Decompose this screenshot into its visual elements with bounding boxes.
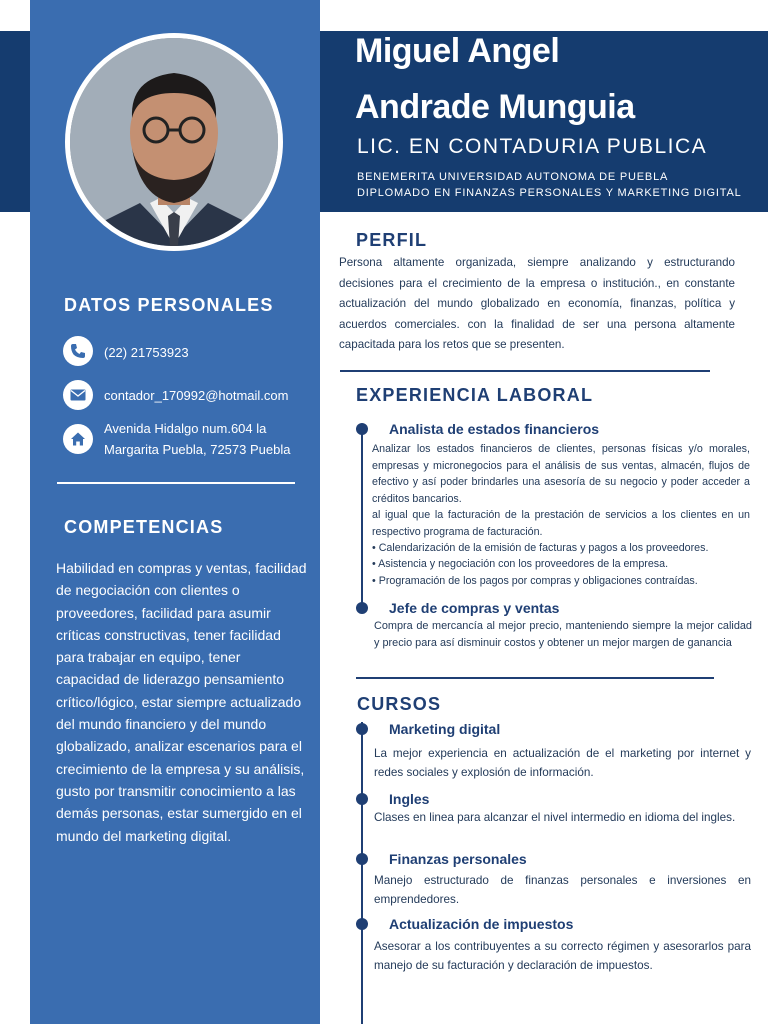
job-bullet: • Calendarización de la emisión de facturas y pagos a los proveedores. (372, 542, 709, 554)
job-description-extra: al igual que la facturación de la prestación de servicios a los clientes en un respectivo programa de facturación. (372, 509, 750, 538)
experience-divider (356, 677, 714, 679)
course-title: Finanzas personales (389, 851, 527, 867)
timeline-dot (356, 423, 368, 435)
name-first: Miguel Angel (355, 32, 560, 70)
email-address: contador_170992@hotmail.com (104, 388, 289, 403)
timeline-dot (356, 793, 368, 805)
profile-photo (65, 33, 283, 251)
job-bullet: • Programación de los pagos por compras y obligaciones contraídas. (372, 575, 698, 587)
personal-data-heading: DATOS PERSONALES (64, 295, 274, 315)
course-description: La mejor experiencia en actualización de el marketing por internet y redes sociales y explosión de información. (374, 747, 751, 779)
competencies-heading: COMPETENCIAS (64, 517, 224, 537)
job-description: Analizar los estados financieros de clientes, personas físicas y/o morales, empresas y micronegocios para el análisis de sus ventas, almacén, flujos de efectivo y así poder brindarles una asesoría de su negocio y poder acceder a créditos bancarios. (372, 443, 750, 505)
timeline-dot (356, 853, 368, 865)
course-description: Asesorar a los contribuyentes a su correcto régimen y asesorarlos para manejo de su facturación y declaración de impuestos. (374, 940, 751, 972)
profile-heading: PERFIL (356, 230, 428, 250)
job-title: Jefe de compras y ventas (389, 600, 560, 616)
course-title: Actualización de impuestos (389, 916, 574, 932)
courses-timeline (361, 722, 363, 1024)
degree-title: LIC. EN CONTADURIA PUBLICA (357, 135, 708, 158)
course-description: Clases en linea para alcanzar el nivel intermedio en idioma del ingles. (374, 811, 736, 824)
home-icon (63, 424, 93, 454)
job-bullet: • Asistencia y negociación con los proveedores de la empresa. (372, 558, 669, 570)
education-university: BENEMERITA UNIVERSIDAD AUTONOMA DE PUEBLA (357, 171, 669, 183)
education-diploma: DIPLOMADO EN FINANZAS PERSONALES Y MARKETING DIGITAL (357, 187, 742, 199)
job-description: Compra de mercancía al mejor precio, manteniendo siempre la mejor calidad y precio para así disminuir costos y obtener un mejor margen de ganancia (374, 620, 752, 649)
course-description: Manejo estructurado de finanzas personales e inversiones en emprendedores. (374, 874, 751, 906)
header-band-left (0, 31, 30, 212)
phone-icon (63, 336, 93, 366)
experience-heading: EXPERIENCIA LABORAL (356, 385, 594, 405)
course-title: Ingles (389, 791, 430, 807)
email-icon (63, 380, 93, 410)
timeline-dot (356, 723, 368, 735)
timeline-dot (356, 918, 368, 930)
course-title: Marketing digital (389, 721, 501, 737)
competencies-text: Habilidad en compras y ventas, facilidad de negociación con clientes o proveedores, facilidad para asumir críticas constructivas, tener facilidad para trabajar en equipo, tener capacidad de liderazgo pensamiento crítico/lógico, estar siempre actualizado del mundo financiero y del mundo globalizado, analizar escenarios para el crecimiento de la empresa y su análisis, gusto por transmitir conocimiento a las demás personas, estar sumergido en el mundo del marketing digital. (56, 560, 307, 844)
name-last: Andrade Munguia (355, 88, 635, 126)
profile-text: Persona altamente organizada, siempre analizando y estructurando decisiones para el crecimiento de la empresa o institución., en constante actualización del mundo globalizado en economía, finanzas, política y acuerdos comerciales. con la finalidad de ser una persona altamente capacitada para los retos que se presenten. (339, 256, 735, 352)
timeline-dot (356, 602, 368, 614)
address-line-2: Margarita Puebla, 72573 Puebla (104, 442, 291, 457)
profile-divider (340, 370, 710, 372)
courses-heading: CURSOS (357, 694, 442, 714)
phone-number: (22) 21753923 (104, 345, 189, 360)
person-portrait-icon (70, 38, 278, 246)
job-title: Analista de estados financieros (389, 421, 600, 437)
sidebar-divider (57, 482, 295, 484)
address-line-1: Avenida Hidalgo num.604 la (104, 421, 267, 436)
experience-timeline (361, 428, 363, 610)
